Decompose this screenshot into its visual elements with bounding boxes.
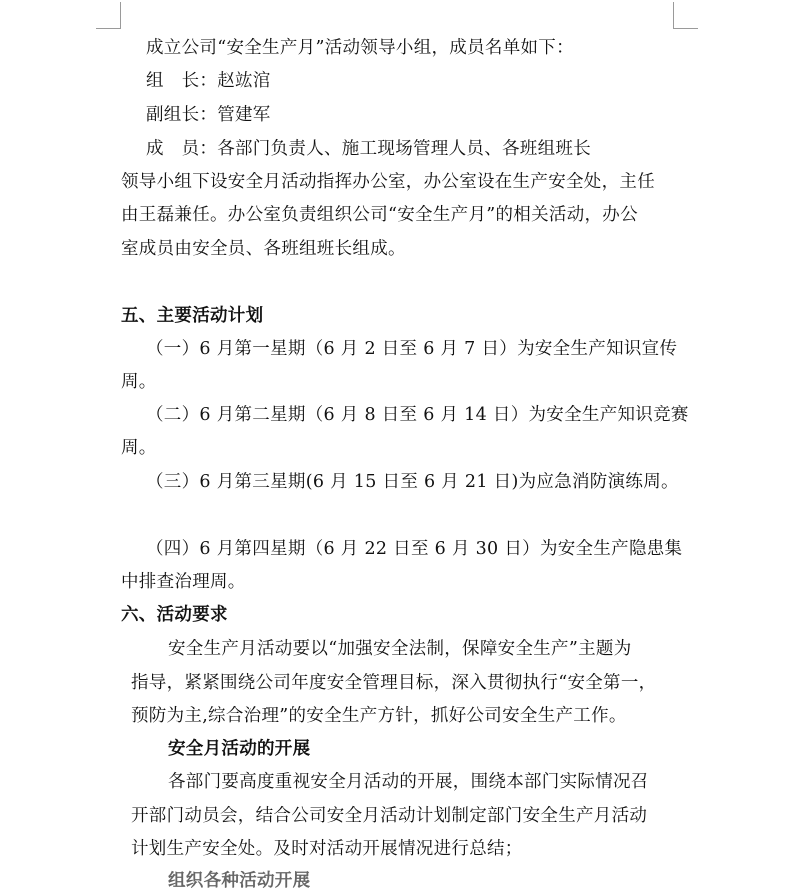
plan-item-1: （一）6 月第一星期（6 月 2 日至 6 月 7 日）为安全生产知识宣传 bbox=[146, 339, 678, 359]
plan-item-2: （二）6 月第二星期（6 月 8 日至 6 月 14 日）为安全生产知识竞赛 bbox=[146, 405, 689, 425]
subheading-organize-activities-text: 组织各种活动开展 bbox=[168, 871, 311, 891]
plan-item-2-cont: 周。 bbox=[121, 438, 157, 458]
section-heading-6: 六、活动要求 bbox=[121, 605, 228, 625]
paragraph-line: 由王磊兼任。办公室负责组织公司“安全生产月”的相关活动，办公 bbox=[121, 205, 638, 225]
requirement-line: 预防为主,综合治理”的安全生产方针，抓好公司安全生产工作。 bbox=[131, 706, 627, 726]
crop-mark-top-left bbox=[96, 2, 121, 29]
intro-line: 成立公司“安全生产月”活动领导小组，成员名单如下： bbox=[146, 38, 574, 58]
subheading-activities: 安全月活动的开展 bbox=[168, 739, 311, 759]
plan-item-4-cont: 中排查治理周。 bbox=[121, 572, 246, 592]
paragraph-line: 领导小组下设安全月活动指挥办公室，办公室设在生产安全处，主任 bbox=[121, 172, 655, 192]
activities-line: 开部门动员会，结合公司安全月活动计划制定部门安全生产月活动 bbox=[131, 806, 648, 826]
activities-line: 各部门要高度重视安全月活动的开展，围绕本部门实际情况召 bbox=[168, 772, 649, 792]
plan-item-3: （三）6 月第三星期(6 月 15 日至 6 月 21 日)为应急消防演练周。 bbox=[146, 472, 679, 492]
members-line: 成 员：各部门负责人、施工现场管理人员、各班组班长 bbox=[146, 139, 591, 159]
activities-line: 计划生产安全处。及时对活动开展情况进行总结； bbox=[131, 839, 523, 859]
subheading-organize-activities bbox=[168, 869, 311, 891]
leader-line: 组 长：赵竑涫 bbox=[146, 71, 271, 91]
section-heading-5: 五、主要活动计划 bbox=[121, 306, 264, 326]
paragraph-line: 室成员由安全员、各班组班长组成。 bbox=[121, 239, 406, 259]
plan-item-4: （四）6 月第四星期（6 月 22 日至 6 月 30 日）为安全生产隐患集 bbox=[146, 539, 683, 559]
requirement-line: 指导，紧紧围绕公司年度安全管理目标，深入贯彻执行“安全第一， bbox=[131, 673, 657, 693]
deputy-leader-line: 副组长：管建军 bbox=[146, 105, 271, 125]
requirement-line: 安全生产月活动要以“加强安全法制，保障安全生产”主题为 bbox=[168, 639, 632, 659]
plan-item-1-cont: 周。 bbox=[121, 372, 157, 392]
crop-mark-top-right bbox=[673, 2, 698, 29]
